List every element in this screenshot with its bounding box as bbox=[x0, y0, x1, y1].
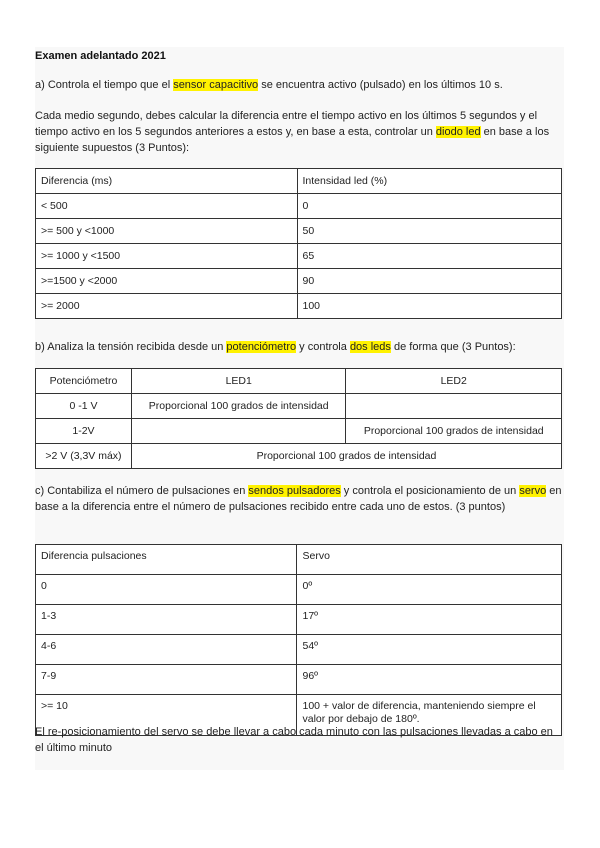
table-cell: >=1500 y <2000 bbox=[36, 269, 298, 294]
table-header-cell: Servo bbox=[297, 545, 562, 575]
table-cell: >= 1000 y <1500 bbox=[36, 244, 298, 269]
footer-note: El re-posicionamiento del servo se debe llevar a cabo cada minuto con las pulsaciones llevadas a cabo en el último minuto bbox=[35, 726, 553, 754]
table-row bbox=[36, 194, 562, 219]
section-a-intro bbox=[35, 77, 564, 93]
table-cell-merged: Proporcional 100 grados de intensidad bbox=[131, 444, 561, 469]
table-cell: >2 V (3,3V máx) bbox=[36, 444, 132, 469]
table-row bbox=[36, 219, 562, 244]
table-cell: Proporcional 100 grados de intensidad bbox=[346, 419, 562, 444]
table-cell: 0 -1 V bbox=[36, 394, 132, 419]
table-header-cell: Diferencia pulsaciones bbox=[36, 545, 297, 575]
table-cell bbox=[346, 394, 562, 419]
table-header-cell: Intensidad led (%) bbox=[297, 169, 562, 194]
table-cell: 50 bbox=[297, 219, 562, 244]
table-row bbox=[36, 394, 562, 419]
table-cell: >= 500 y <1000 bbox=[36, 219, 298, 244]
highlight-sendos-pulsadores: sendos pulsadores bbox=[248, 485, 341, 497]
table-header-cell: Potenciómetro bbox=[36, 369, 132, 394]
table-row bbox=[36, 444, 562, 469]
table-header-cell: Diferencia (ms) bbox=[36, 169, 298, 194]
table-row bbox=[36, 244, 562, 269]
table-cell: 0 bbox=[36, 575, 297, 605]
text-segment: en base a los siguiente supuestos (3 Puntos): bbox=[35, 126, 550, 154]
table-header-row bbox=[36, 169, 562, 194]
table-header-row bbox=[36, 369, 562, 394]
table-header-row bbox=[36, 545, 562, 575]
highlight-diodo-led: diodo led bbox=[435, 126, 481, 138]
document-page bbox=[35, 47, 564, 770]
highlight-potenciometro: potenciómetro bbox=[226, 341, 297, 353]
table-cell bbox=[131, 419, 346, 444]
table-c bbox=[35, 544, 562, 736]
text-segment: de forma que (3 Puntos): bbox=[390, 341, 516, 353]
table-cell: 100 bbox=[297, 294, 562, 319]
table-row bbox=[36, 575, 562, 605]
text-segment: a) Controla el tiempo que el bbox=[35, 79, 174, 91]
table-row bbox=[36, 419, 562, 444]
section-c-intro bbox=[35, 483, 564, 515]
table-cell: 100 + valor de diferencia, manteniendo siempre el valor por debajo de 180º. bbox=[297, 695, 562, 736]
text-segment: en base a la diferencia entre el número de pulsaciones recibido entre cada uno de estos. (3 puntos) bbox=[35, 485, 562, 513]
highlight-servo: servo bbox=[519, 485, 547, 497]
table-row bbox=[36, 294, 562, 319]
table-cell: 7-9 bbox=[36, 665, 297, 695]
table-cell: 1-2V bbox=[36, 419, 132, 444]
page-title: Examen adelantado 2021 bbox=[35, 50, 166, 62]
table-b bbox=[35, 368, 562, 469]
table-cell: 0º bbox=[297, 575, 562, 605]
table-header-cell: LED2 bbox=[346, 369, 562, 394]
text-segment: se encuentra activo (pulsado) en los últimos 10 s. bbox=[258, 79, 503, 91]
table-cell: Proporcional 100 grados de intensidad bbox=[131, 394, 346, 419]
text-segment: c) Contabiliza el número de pulsaciones en bbox=[35, 485, 249, 497]
table-cell: >= 2000 bbox=[36, 294, 298, 319]
text-segment: Cada medio segundo, debes calcular la diferencia entre el tiempo activo en los últimos 5 segundos y el tiempo activo en los 5 segundos anteriores a estos y, en base a esta, controlar un bbox=[35, 110, 538, 138]
table-cell: 1-3 bbox=[36, 605, 297, 635]
table-a bbox=[35, 168, 562, 319]
table-row bbox=[36, 605, 562, 635]
text-segment: y controla el posicionamiento de un bbox=[340, 485, 520, 497]
text-segment: y controla bbox=[296, 341, 350, 353]
table-cell: 4-6 bbox=[36, 635, 297, 665]
text-segment: b) Analiza la tensión recibida desde un bbox=[35, 341, 227, 353]
table-cell: >= 10 bbox=[36, 695, 297, 736]
section-a-paragraph bbox=[35, 108, 564, 156]
table-header-cell: LED1 bbox=[131, 369, 346, 394]
table-cell: < 500 bbox=[36, 194, 298, 219]
table-cell: 54º bbox=[297, 635, 562, 665]
table-row bbox=[36, 635, 562, 665]
table-cell: 96º bbox=[297, 665, 562, 695]
table-row bbox=[36, 269, 562, 294]
highlight-sensor-capacitivo: sensor capacitivo bbox=[173, 79, 259, 91]
table-cell: 17º bbox=[297, 605, 562, 635]
table-cell: 65 bbox=[297, 244, 562, 269]
table-cell: 90 bbox=[297, 269, 562, 294]
highlight-dos-leds: dos leds bbox=[349, 341, 391, 353]
table-row bbox=[36, 665, 562, 695]
table-cell: 0 bbox=[297, 194, 562, 219]
section-b-intro bbox=[35, 339, 564, 355]
